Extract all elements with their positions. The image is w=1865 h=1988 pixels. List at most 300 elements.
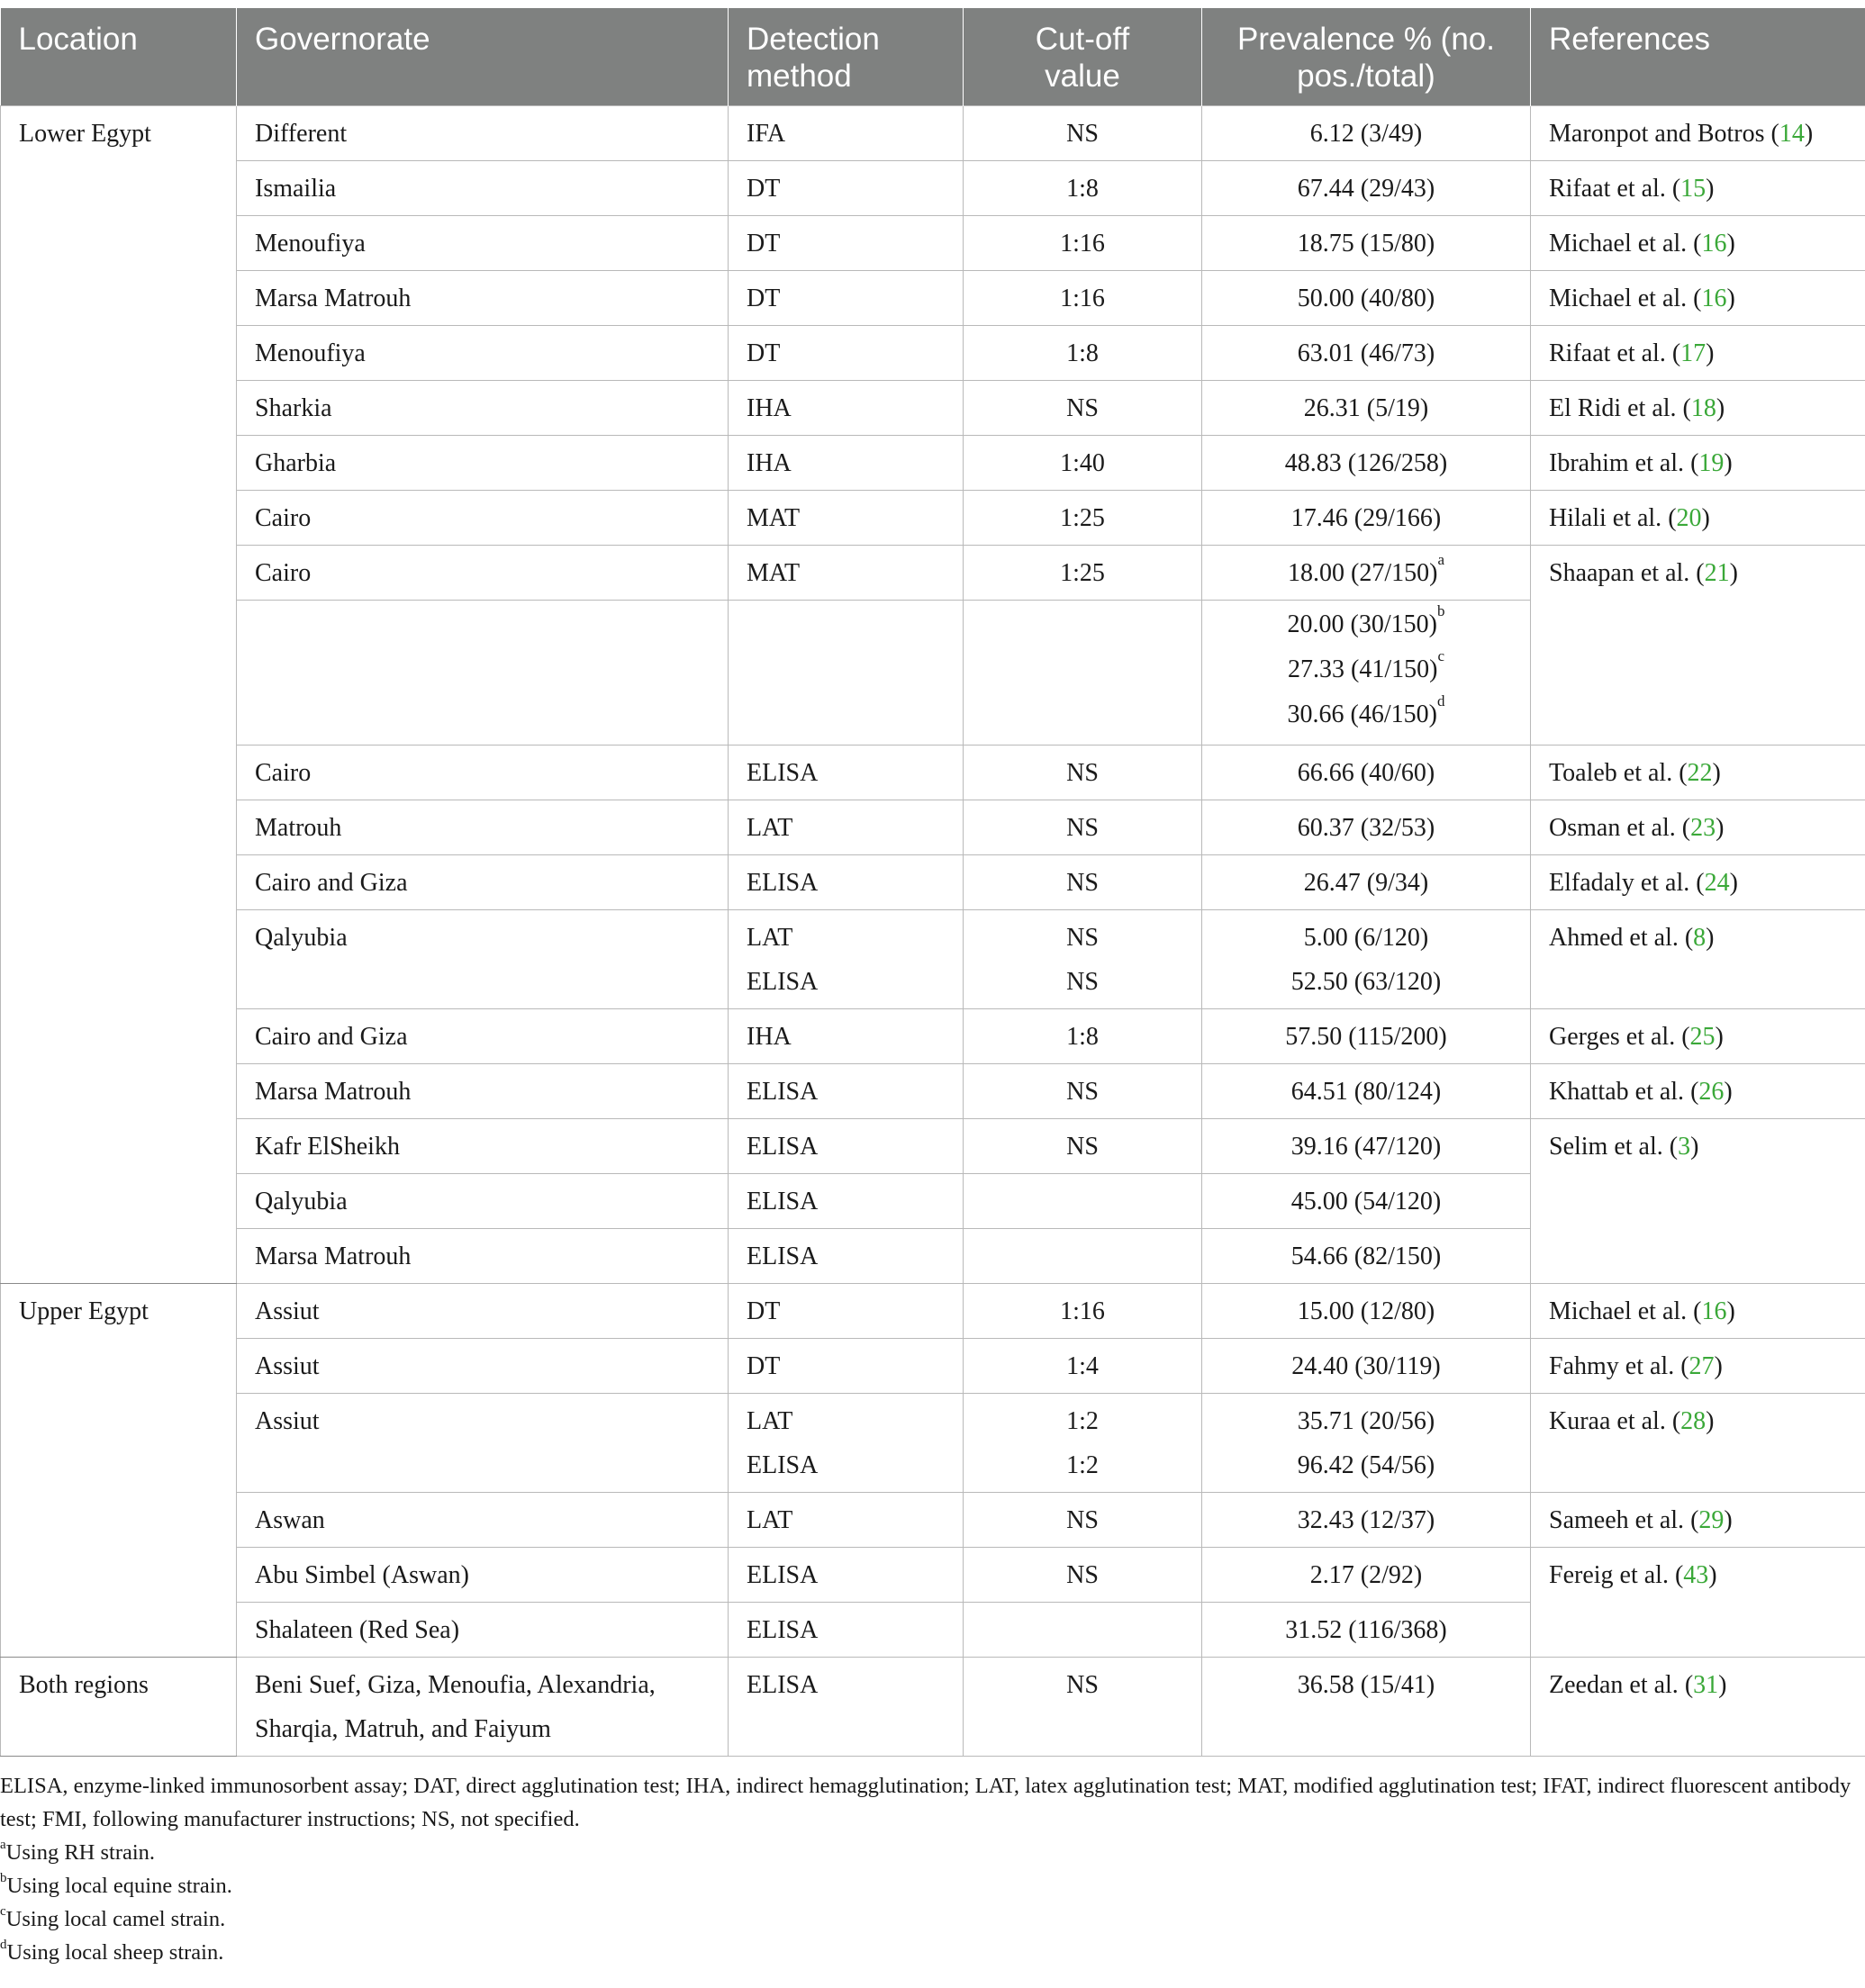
reference-link[interactable]: 17: [1680, 339, 1707, 367]
reference-authors: Zeedan et al.: [1549, 1671, 1679, 1699]
governorate-cell: Abu Simbel (Aswan): [237, 1548, 729, 1603]
cutoff-value: NS: [1066, 968, 1099, 996]
cutoff-cell: [964, 1064, 1202, 1119]
governorate-cell: Sharkia: [237, 381, 729, 436]
cutoff-cell: [964, 381, 1202, 436]
reference-cell: Michael et al. (16): [1531, 271, 1865, 326]
abbreviations-note: ELISA, enzyme-linked immunosorbent assay; DAT, direct agglutination test; IHA, indirect hemagglutination; LAT, latex agglutination test; MAT, modified agglutination test; IFAT, indirect fluorescent antibody test; FMI, following manufacturer instructions; NS, not specified.: [0, 1774, 1851, 1831]
prevalence-cell: [1202, 601, 1531, 746]
reference-link[interactable]: 25: [1689, 1023, 1716, 1051]
prevalence-table: [0, 8, 1865, 1757]
table-row: [1, 271, 1865, 326]
method-cell: [729, 1119, 964, 1174]
prevalence-text: 96.42 (54/56): [1297, 1451, 1435, 1479]
cutoff-cell: [964, 601, 1202, 746]
governorate-cell: Matrouh: [237, 800, 729, 855]
prevalence-value: [1220, 861, 1512, 905]
table-row: [1, 1493, 1865, 1548]
cutoff-value: NS: [1066, 924, 1099, 952]
method-value: LAT: [747, 924, 793, 952]
prevalence-cell: [1202, 855, 1531, 910]
method-value: DT: [747, 230, 781, 258]
footnote-marker: c: [0, 1904, 6, 1919]
cutoff-value: 1:40: [1060, 449, 1105, 477]
reference-link[interactable]: 26: [1698, 1078, 1725, 1106]
prevalence-text: 57.50 (115/200): [1285, 1023, 1447, 1051]
governorate-cell: Menoufiya: [237, 216, 729, 271]
prevalence-text: 63.01 (46/73): [1297, 339, 1435, 367]
footnote-marker: b: [1436, 602, 1445, 619]
table-row: [1, 1339, 1865, 1394]
prevalence-value: [1220, 1443, 1512, 1487]
method-value: IHA: [747, 1023, 792, 1051]
reference-authors: Ahmed et al.: [1549, 924, 1679, 952]
cutoff-value: 1:16: [1060, 230, 1105, 258]
cutoff-cell: [964, 1284, 1202, 1339]
prevalence-cell: [1202, 1229, 1531, 1284]
reference-link[interactable]: 16: [1701, 285, 1727, 312]
prevalence-text: 54.66 (82/150): [1290, 1242, 1442, 1270]
governorate-cell: Cairo and Giza: [237, 855, 729, 910]
reference-cell: Rifaat et al. (17): [1531, 326, 1865, 381]
footnote: [0, 1902, 1855, 1936]
cutoff-cell: [964, 746, 1202, 800]
cutoff-cell: [964, 436, 1202, 491]
prevalence-value: [1220, 1070, 1512, 1114]
reference-link[interactable]: 14: [1779, 120, 1805, 148]
cutoff-value: 1:4: [1066, 1352, 1099, 1380]
reference-link[interactable]: 22: [1687, 759, 1713, 787]
prevalence-value: [1220, 1015, 1512, 1059]
reference-authors: Fereig et al.: [1549, 1561, 1669, 1589]
prevalence-value: [1220, 112, 1512, 156]
prevalence-text: 60.37 (32/53): [1297, 814, 1435, 842]
reference-link[interactable]: 28: [1680, 1407, 1707, 1435]
method-cell: [729, 1658, 964, 1757]
prevalence-value: [1220, 1399, 1512, 1443]
reference-authors: Rifaat et al.: [1549, 339, 1666, 367]
prevalence-value: [1220, 692, 1512, 737]
prevalence-cell: [1202, 746, 1531, 800]
reference-cell: Elfadaly et al. (24): [1531, 855, 1865, 910]
prevalence-cell: [1202, 1548, 1531, 1603]
cutoff-value: 1:8: [1066, 175, 1099, 203]
prevalence-cell: [1202, 1119, 1531, 1174]
prevalence-value: [1220, 496, 1512, 540]
method-value: IHA: [747, 449, 792, 477]
reference-cell: Hilali et al. (20): [1531, 491, 1865, 546]
prevalence-value: [1220, 916, 1512, 960]
reference-link[interactable]: 21: [1704, 559, 1730, 587]
method-value: DT: [747, 1297, 781, 1325]
footnote-text: Using local sheep strain.: [6, 1940, 224, 1965]
governorate-cell: Cairo: [237, 491, 729, 546]
footnotes: [0, 1836, 1855, 1969]
prevalence-text: 26.47 (9/34): [1303, 869, 1429, 897]
prevalence-cell: [1202, 381, 1531, 436]
cutoff-cell: [964, 1548, 1202, 1603]
prevalence-value: [1220, 167, 1512, 211]
prevalence-cell: [1202, 216, 1531, 271]
governorate-cell: [237, 601, 729, 746]
prevalence-value: [1220, 602, 1512, 647]
table-row: [1, 161, 1865, 216]
cutoff-cell: [964, 326, 1202, 381]
method-value: ELISA: [747, 1451, 819, 1479]
prevalence-value: [1220, 1179, 1512, 1224]
method-cell: [729, 1174, 964, 1229]
footnote-marker: c: [1437, 647, 1444, 664]
method-cell: [729, 601, 964, 746]
table-row: [1, 106, 1865, 161]
reference-cell: El Ridi et al. (18): [1531, 381, 1865, 436]
location-cell: Both regions: [1, 1658, 237, 1757]
governorate-cell: Gharbia: [237, 436, 729, 491]
footnote-text: Using RH strain.: [5, 1840, 156, 1865]
reference-cell: Osman et al. (23): [1531, 800, 1865, 855]
reference-authors: Khattab et al.: [1549, 1078, 1685, 1106]
footnote-marker: d: [0, 1938, 7, 1952]
reference-authors: Gerges et al.: [1549, 1023, 1676, 1051]
method-value: IHA: [747, 394, 792, 422]
method-cell: [729, 546, 964, 601]
reference-cell: Rifaat et al. (15): [1531, 161, 1865, 216]
cutoff-value: 1:8: [1066, 1023, 1099, 1051]
method-value: ELISA: [747, 1671, 819, 1699]
governorate-cell: Cairo: [237, 546, 729, 601]
footnote-text: Using local camel strain.: [5, 1907, 226, 1931]
table-row: [1, 1119, 1865, 1174]
prevalence-text: 45.00 (54/120): [1290, 1188, 1442, 1215]
prevalence-value: [1220, 1608, 1512, 1652]
cutoff-cell: [964, 1119, 1202, 1174]
location-cell: Upper Egypt: [1, 1284, 237, 1658]
prevalence-cell: [1202, 271, 1531, 326]
prevalence-text: 64.51 (80/124): [1290, 1078, 1442, 1106]
method-value: DT: [747, 285, 781, 312]
table-row: [1, 910, 1865, 1009]
reference-cell: Kuraa et al. (28): [1531, 1394, 1865, 1493]
reference-cell: Khattab et al. (26): [1531, 1064, 1865, 1119]
cutoff-cell: [964, 1493, 1202, 1548]
prevalence-cell: [1202, 326, 1531, 381]
cutoff-value: 1:25: [1060, 504, 1105, 532]
method-value: ELISA: [747, 968, 819, 996]
cutoff-cell: [964, 1174, 1202, 1229]
header-detection-method: Detection method: [729, 8, 964, 106]
reference-link[interactable]: 23: [1690, 814, 1716, 842]
reference-authors: Elfadaly et al.: [1549, 869, 1690, 897]
table-row: [1, 546, 1865, 601]
prevalence-text: 67.44 (29/43): [1297, 175, 1435, 203]
footnote-marker: a: [1437, 551, 1444, 568]
governorate-line: Beni Suef, Giza, Menoufia, Alexandria,: [255, 1671, 656, 1699]
cutoff-value: NS: [1066, 1671, 1099, 1699]
method-cell: [729, 1548, 964, 1603]
header-row: [1, 8, 1865, 106]
cutoff-value: NS: [1066, 1078, 1099, 1106]
reference-link[interactable]: 43: [1683, 1561, 1709, 1589]
method-cell: [729, 1064, 964, 1119]
prevalence-cell: [1202, 161, 1531, 216]
table-row: [1, 326, 1865, 381]
table-body: [1, 106, 1865, 1757]
prevalence-value: [1220, 551, 1512, 595]
governorate-cell: Shalateen (Red Sea): [237, 1603, 729, 1658]
prevalence-value: [1220, 1663, 1512, 1707]
cutoff-value: NS: [1066, 120, 1099, 148]
reference-authors: Kuraa et al.: [1549, 1407, 1666, 1435]
prevalence-value: [1220, 751, 1512, 795]
table-notes: [0, 1769, 1855, 1969]
reference-cell: Selim et al. (3): [1531, 1119, 1865, 1284]
method-cell: [729, 1284, 964, 1339]
cutoff-cell: [964, 491, 1202, 546]
governorate-cell: Qalyubia: [237, 910, 729, 1009]
footnote: [0, 1836, 1855, 1869]
prevalence-cell: [1202, 910, 1531, 1009]
governorate-cell: Kafr ElSheikh: [237, 1119, 729, 1174]
governorate-cell: Assiut: [237, 1339, 729, 1394]
prevalence-text: 52.50 (63/120): [1290, 968, 1442, 996]
reference-authors: Selim et al.: [1549, 1133, 1663, 1161]
reference-cell: Michael et al. (16): [1531, 1284, 1865, 1339]
location-cell: Lower Egypt: [1, 106, 237, 1284]
prevalence-text: 31.52 (116/368): [1285, 1616, 1447, 1644]
governorate-cell: Marsa Matrouh: [237, 1064, 729, 1119]
footnote-marker: a: [0, 1838, 6, 1852]
method-value: MAT: [747, 559, 801, 587]
cutoff-cell: [964, 546, 1202, 601]
method-cell: [729, 855, 964, 910]
method-value: ELISA: [747, 759, 819, 787]
prevalence-text: 32.43 (12/37): [1297, 1506, 1435, 1534]
method-cell: [729, 106, 964, 161]
table-row: [1, 436, 1865, 491]
cutoff-value: 1:2: [1066, 1407, 1099, 1435]
cutoff-value: 1:25: [1060, 559, 1105, 587]
prevalence-text: 35.71 (20/56): [1297, 1407, 1435, 1435]
governorate-line: Sharqia, Matruh, and Faiyum: [255, 1715, 551, 1743]
method-value: DT: [747, 1352, 781, 1380]
method-cell: [729, 491, 964, 546]
method-value: ELISA: [747, 1078, 819, 1106]
prevalence-cell: [1202, 436, 1531, 491]
governorate-cell: Assiut: [237, 1394, 729, 1493]
reference-authors: Hilali et al.: [1549, 504, 1662, 532]
prevalence-text: 18.00 (27/150): [1288, 559, 1438, 587]
cutoff-value: NS: [1066, 814, 1099, 842]
method-cell: [729, 1603, 964, 1658]
reference-authors: Maronpot and Botros: [1549, 120, 1765, 148]
reference-link[interactable]: 15: [1680, 175, 1707, 203]
table-row: [1, 1658, 1865, 1757]
prevalence-value: [1220, 1234, 1512, 1279]
prevalence-text: 30.66 (46/150): [1287, 700, 1437, 728]
method-value: ELISA: [747, 1561, 819, 1589]
reference-link[interactable]: 27: [1688, 1352, 1715, 1380]
prevalence-cell: [1202, 800, 1531, 855]
cutoff-cell: [964, 1658, 1202, 1757]
method-value: IFA: [747, 120, 786, 148]
method-cell: [729, 271, 964, 326]
method-value: ELISA: [747, 1242, 819, 1270]
header-cutoff-value: Cut-off value: [964, 8, 1202, 106]
reference-cell: Zeedan et al. (31): [1531, 1658, 1865, 1757]
cutoff-value: NS: [1066, 1561, 1099, 1589]
prevalence-text: 5.00 (6/120): [1303, 924, 1429, 952]
method-value: LAT: [747, 814, 793, 842]
reference-authors: Sameeh et al.: [1549, 1506, 1685, 1534]
prevalence-value: [1220, 386, 1512, 430]
footnote-text: Using local equine strain.: [6, 1874, 232, 1898]
reference-authors: Shaapan et al.: [1549, 559, 1690, 587]
method-value: DT: [747, 339, 781, 367]
method-cell: [729, 326, 964, 381]
table-row: [1, 1394, 1865, 1493]
prevalence-text: 24.40 (30/119): [1291, 1352, 1441, 1380]
prevalence-cell: [1202, 491, 1531, 546]
prevalence-text: 6.12 (3/49): [1309, 120, 1423, 148]
footnote: [0, 1869, 1855, 1902]
method-cell: [729, 1394, 964, 1493]
governorate-cell: Menoufiya: [237, 326, 729, 381]
prevalence-text: 50.00 (40/80): [1297, 285, 1435, 312]
prevalence-cell: [1202, 1064, 1531, 1119]
method-value: ELISA: [747, 1188, 819, 1215]
table-row: [1, 1284, 1865, 1339]
reference-link[interactable]: 18: [1690, 394, 1716, 422]
governorate-cell: Different: [237, 106, 729, 161]
reference-cell: Maronpot and Botros (14): [1531, 106, 1865, 161]
reference-cell: Fereig et al. (43): [1531, 1548, 1865, 1658]
reference-cell: Michael et al. (16): [1531, 216, 1865, 271]
method-value: MAT: [747, 504, 801, 532]
prevalence-text: 20.00 (30/150): [1287, 610, 1437, 638]
prevalence-text: 2.17 (2/92): [1309, 1561, 1423, 1589]
cutoff-cell: [964, 271, 1202, 326]
footnote-marker: d: [1436, 692, 1445, 709]
cutoff-value: 1:2: [1066, 1451, 1099, 1479]
prevalence-value: [1220, 960, 1512, 1004]
prevalence-text: 26.31 (5/19): [1303, 394, 1429, 422]
reference-link[interactable]: 24: [1704, 869, 1730, 897]
table-row: [1, 381, 1865, 436]
prevalence-text: 18.75 (15/80): [1297, 230, 1435, 258]
governorate-cell: Assiut: [237, 1284, 729, 1339]
reference-link[interactable]: 19: [1698, 449, 1725, 477]
method-cell: [729, 436, 964, 491]
prevalence-cell: [1202, 1394, 1531, 1493]
cutoff-cell: [964, 1603, 1202, 1658]
prevalence-cell: [1202, 1339, 1531, 1394]
reference-authors: El Ridi et al.: [1549, 394, 1677, 422]
prevalence-value: [1220, 441, 1512, 485]
header-location: Location: [1, 8, 237, 106]
method-cell: [729, 910, 964, 1009]
reference-link[interactable]: 16: [1701, 230, 1727, 258]
reference-cell: Ahmed et al. (8): [1531, 910, 1865, 1009]
governorate-cell: Marsa Matrouh: [237, 1229, 729, 1284]
cutoff-cell: [964, 1339, 1202, 1394]
governorate-cell: Marsa Matrouh: [237, 271, 729, 326]
prevalence-text: 39.16 (47/120): [1290, 1133, 1442, 1161]
reference-authors: Osman et al.: [1549, 814, 1676, 842]
cutoff-cell: [964, 855, 1202, 910]
prevalence-cell: [1202, 546, 1531, 601]
reference-link[interactable]: 3: [1678, 1133, 1691, 1161]
reference-authors: Rifaat et al.: [1549, 175, 1666, 203]
reference-cell: Sameeh et al. (29): [1531, 1493, 1865, 1548]
governorate-cell: Cairo: [237, 746, 729, 800]
method-value: LAT: [747, 1407, 793, 1435]
method-cell: [729, 800, 964, 855]
reference-link[interactable]: 20: [1676, 504, 1702, 532]
reference-authors: Toaleb et al.: [1549, 759, 1673, 787]
prevalence-cell: [1202, 1493, 1531, 1548]
reference-link[interactable]: 16: [1701, 1297, 1727, 1325]
prevalence-value: [1220, 647, 1512, 692]
method-cell: [729, 216, 964, 271]
prevalence-value: [1220, 1344, 1512, 1388]
method-value: ELISA: [747, 1133, 819, 1161]
prevalence-value: [1220, 221, 1512, 266]
reference-authors: Michael et al.: [1549, 1297, 1688, 1325]
reference-link[interactable]: 29: [1698, 1506, 1725, 1534]
method-cell: [729, 1493, 964, 1548]
prevalence-value: [1220, 806, 1512, 850]
prevalence-cell: [1202, 1174, 1531, 1229]
prevalence-cell: [1202, 1658, 1531, 1757]
prevalence-cell: [1202, 1009, 1531, 1064]
reference-cell: Shaapan et al. (21): [1531, 546, 1865, 746]
reference-link[interactable]: 8: [1693, 924, 1707, 952]
cutoff-value: 1:8: [1066, 339, 1099, 367]
cutoff-cell: [964, 216, 1202, 271]
prevalence-cell: [1202, 1603, 1531, 1658]
cutoff-value: NS: [1066, 869, 1099, 897]
reference-authors: Michael et al.: [1549, 230, 1688, 258]
prevalence-value: [1220, 1553, 1512, 1597]
footnote: [0, 1936, 1855, 1969]
table-row: [1, 800, 1865, 855]
table-row: [1, 855, 1865, 910]
governorate-cell: Cairo and Giza: [237, 1009, 729, 1064]
header-governorate: Governorate: [237, 8, 729, 106]
governorate-cell: [237, 1658, 729, 1757]
reference-authors: Michael et al.: [1549, 285, 1688, 312]
method-cell: [729, 161, 964, 216]
governorate-cell: Qalyubia: [237, 1174, 729, 1229]
table-row: [1, 216, 1865, 271]
cutoff-cell: [964, 1394, 1202, 1493]
method-cell: [729, 1339, 964, 1394]
cutoff-value: NS: [1066, 759, 1099, 787]
table-row: [1, 1009, 1865, 1064]
cutoff-cell: [964, 910, 1202, 1009]
header-references: References: [1531, 8, 1865, 106]
cutoff-value: 1:16: [1060, 1297, 1105, 1325]
method-value: LAT: [747, 1506, 793, 1534]
table-container: [0, 8, 1865, 1757]
reference-link[interactable]: 31: [1693, 1671, 1719, 1699]
cutoff-cell: [964, 800, 1202, 855]
method-cell: [729, 746, 964, 800]
prevalence-text: 66.66 (40/60): [1297, 759, 1435, 787]
method-value: DT: [747, 175, 781, 203]
prevalence-text: 36.58 (15/41): [1297, 1671, 1435, 1699]
cutoff-cell: [964, 161, 1202, 216]
